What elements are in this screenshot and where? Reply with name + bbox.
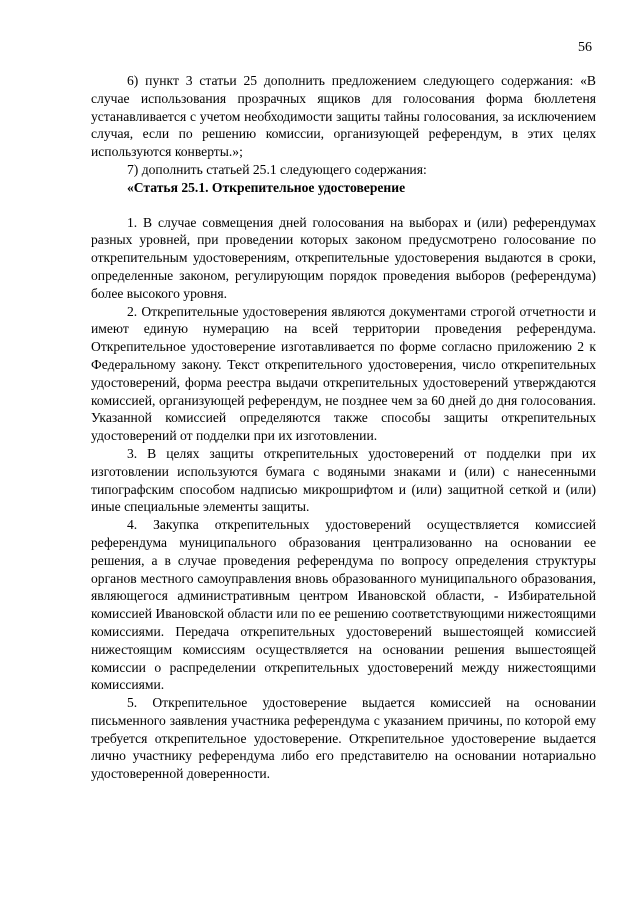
paragraph-item-7: 7) дополнить статьей 25.1 следующего содержания:: [127, 161, 427, 177]
article-clause-2: 2. Открепительные удостоверения являются документами строгой отчетности и имеют единую нумерацию на всей территории проведения референдума. Открепительное удостоверение изготавливается по форме согласно приложению 2 к Федеральному закону. Текст открепительного удостоверения, число открепительных удостоверений, форма реестра выдачи открепительных удостоверений утверждаются комиссией, организующей референдум, не позднее чем за 60 дней до дня голосования. Указанной комиссией определяются также способы защиты открепительных удостоверений от подделки при их изготовлении.: [91, 303, 596, 444]
article-clause-4: 4. Закупка открепительных удостоверений осуществляется комиссией референдума муниципального образования централизованно на основании ее решения, а в случае проведения референдума по вопросу определения структуры органов местного самоуправления вновь образованного муниципального образования, являющегося административным центром Ивановской области, - Избирательной комиссией Ивановской области или по ее решению соответствующими нижестоящими комиссиями. Передача открепительных удостоверений вышестоящей комиссией нижестоящим комиссиям осуществляется на основании решения вышестоящей комиссии о распределении открепительных удостоверений между нижестоящими комиссиями.: [91, 517, 596, 693]
document-body: [91, 72, 596, 783]
page-number: 56: [578, 40, 592, 55]
article-clause-1: 1. В случае совмещения дней голосования на выборах и (или) референдумах разных уровней, при проведении которых законом предусмотрено голосование по открепительным удостоверениям, открепительные удостоверения выдаются в сроки, определенные законом, регулирующим порядок проведения выборов (референдума) более высокого уровня.: [91, 214, 596, 301]
article-clause-3: 3. В целях защиты открепительных удостоверений от подделки при их изготовлении используются бумага с водяными знаками и (или) с нанесенными типографским способом надписью микрошрифтом и (или) защитной сеткой и (или) иные специальные элементы защиты.: [91, 445, 596, 515]
article-heading: «Статья 25.1. Открепительное удостоверение: [127, 179, 406, 195]
article-clause-5: 5. Открепительное удостоверение выдается комиссией на основании письменного заявления участника референдума с указанием причины, по которой ему требуется открепительное удостоверение. Открепительное удостоверение выдается лично участнику референдума либо его представителю на основании нотариально удостоверенной доверенности.: [91, 695, 596, 782]
paragraph-item-6: 6) пункт 3 статьи 25 дополнить предложением следующего содержания: «В случае использования прозрачных ящиков для голосования форма бюллетеня устанавливается с учетом необходимости защиты тайны голосования, за исключением случая, если по решению комиссии, организующей референдум, в этих целях используются конверты.»;: [91, 73, 596, 160]
paragraph-spacer: [91, 197, 596, 214]
